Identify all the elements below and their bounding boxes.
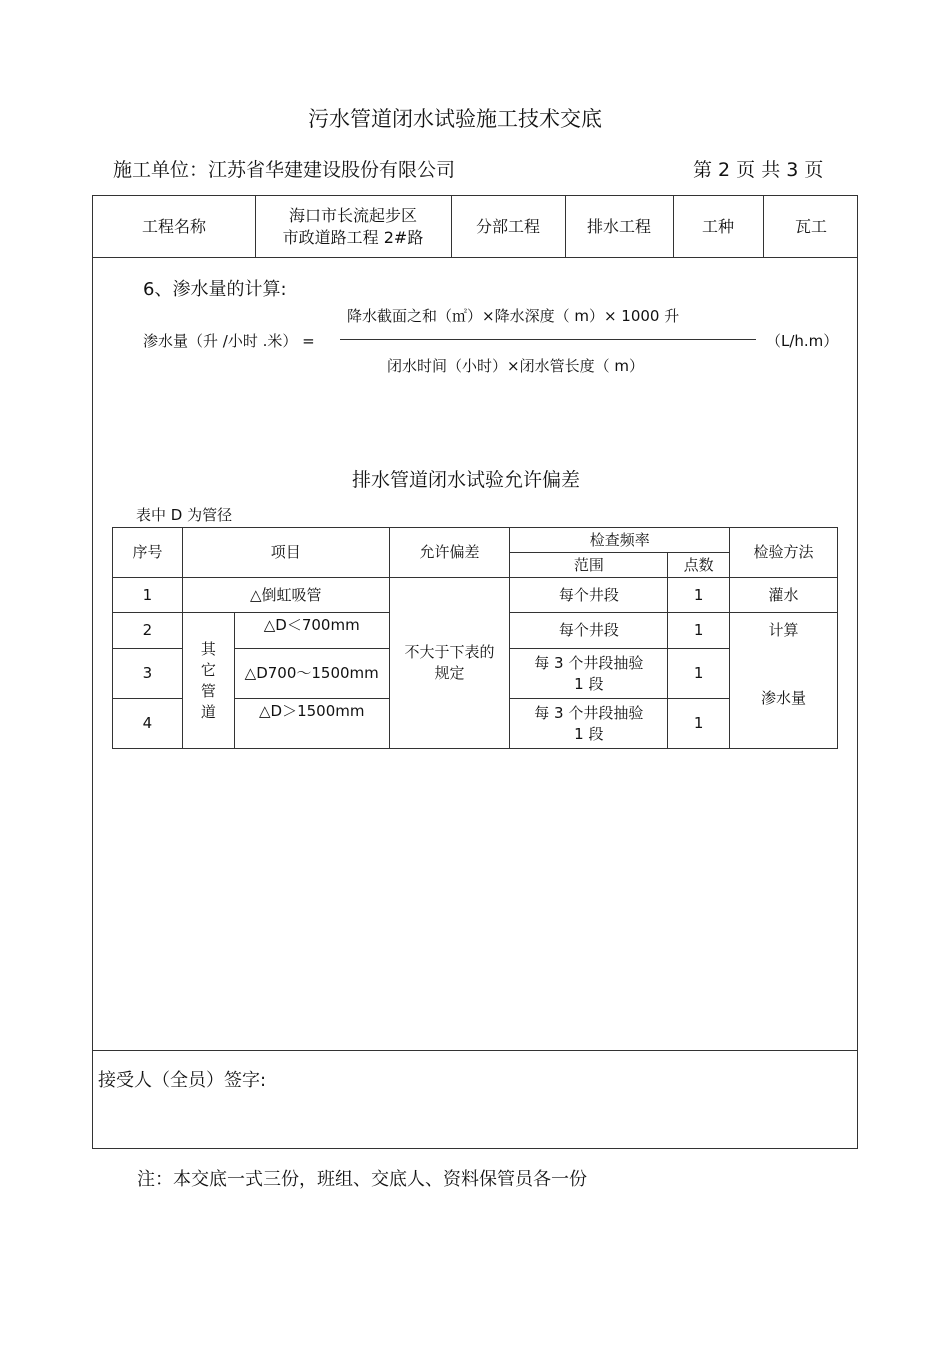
project-name-line2: 市政道路工程 2#路 (282, 227, 424, 247)
row-points: 1 (668, 649, 730, 699)
table-title: 排水管道闭水试验允许偏差 (351, 469, 580, 491)
part-value: 排水工程 (586, 216, 651, 236)
row-range-line2: 1 段 (574, 674, 604, 693)
divider (763, 196, 764, 257)
project-name-value (255, 196, 451, 257)
divider (673, 196, 674, 257)
part-label: 分部工程 (475, 216, 540, 236)
row-item: △D700～1500mm (234, 649, 389, 699)
tolerance-table (112, 527, 838, 749)
project-name-label: 工程名称 (141, 216, 206, 236)
formula-numerator: 降水截面之和（㎡）×降水深度（ m）× 1000 升 (347, 307, 680, 325)
group-label-char: 它 (200, 660, 216, 679)
method-text: 渗水量 (761, 688, 807, 707)
row-method: 计算 (730, 613, 838, 649)
row-range: 每个井段 (510, 613, 668, 649)
row-range-line2: 1 段 (574, 724, 604, 743)
header-range: 范围 (510, 553, 668, 578)
trade-label: 工种 (701, 216, 734, 236)
row-points: 1 (668, 699, 730, 749)
divider (565, 196, 566, 257)
table-row (113, 578, 838, 613)
row-method: 灌水 (730, 578, 838, 613)
row-range-line1: 每 3 个井段抽验 (534, 703, 644, 722)
construction-unit: 施工单位：江苏省华建建设股份有限公司 (113, 159, 456, 181)
section-heading: 6、渗水量的计算: (143, 279, 287, 300)
row-item: △D＞1500mm (234, 699, 389, 749)
row-no: 3 (113, 649, 183, 699)
divider (451, 196, 452, 257)
footer-note: 注：本交底一式三份，班组、交底人、资料保管员各一份 (137, 1169, 587, 1190)
group-label-char: 管 (200, 681, 216, 700)
signature-label: 接受人（全员）签字: (98, 1070, 267, 1091)
header-frequency: 检查频率 (510, 528, 730, 553)
row-no: 2 (113, 613, 183, 649)
divider (255, 196, 256, 257)
row-no: 4 (113, 699, 183, 749)
row-method (730, 649, 838, 749)
row-no: 1 (113, 578, 183, 613)
divider (93, 257, 857, 258)
row-item: △倒虹吸管 (182, 578, 389, 613)
row-range (510, 699, 668, 749)
divider (93, 1050, 857, 1051)
fraction-bar (340, 339, 756, 340)
header-tolerance: 允许偏差 (389, 528, 510, 578)
project-name-line1: 海口市长流起步区 (288, 205, 417, 225)
group-label (182, 613, 234, 749)
row-points: 1 (668, 613, 730, 649)
document-title: 污水管道闭水试验施工技术交底 (308, 107, 602, 131)
header-method: 检验方法 (730, 528, 838, 578)
formula-label: 渗水量（升 /小时 .米） = (143, 332, 315, 350)
formula-denominator: 闭水时间（小时）×闭水管长度（ m） (387, 357, 644, 375)
row-range (510, 649, 668, 699)
header-item: 项目 (182, 528, 389, 578)
table-note: 表中 D 为管径 (136, 506, 233, 524)
tolerance-text: 不大于下表的规定 (404, 643, 495, 682)
group-label-char: 道 (200, 702, 216, 721)
row-range-line1: 每 3 个井段抽验 (534, 653, 644, 672)
trade-value: 瓦工 (794, 216, 827, 236)
tolerance-value (389, 578, 510, 749)
page-number: 第 2 页 共 3 页 (693, 159, 824, 181)
row-points: 1 (668, 578, 730, 613)
row-item: △D＜700mm (234, 613, 389, 649)
header-no: 序号 (113, 528, 183, 578)
group-label-text (183, 639, 234, 723)
group-label-char: 其 (200, 639, 216, 658)
row-range: 每个井段 (510, 578, 668, 613)
formula-unit: （L/h.m） (766, 332, 839, 350)
header-points: 点数 (668, 553, 730, 578)
